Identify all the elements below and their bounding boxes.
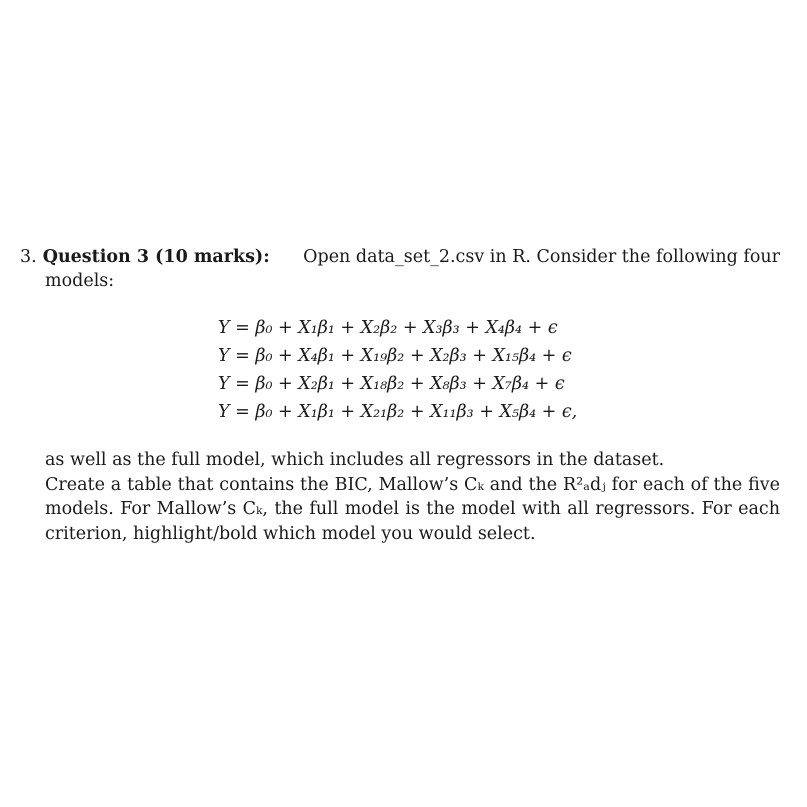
equation-model-4: Y = β₀ + X₁β₁ + X₂₁β₂ + X₁₁β₃ + X₅β₄ + ϵ, — [218, 402, 578, 422]
instructions-line-2: Create a table that contains the BIC, Mallow’s Cₖ and the R²ₐdⱼ for each of the five — [45, 474, 780, 495]
question-heading: Question 3 (10 marks): — [42, 247, 270, 267]
instructions-paragraph — [45, 448, 780, 546]
equation-model-2: Y = β₀ + X₄β₁ + X₁₉β₂ + X₂β₃ + X₁₅β₄ + ϵ — [218, 346, 572, 366]
question-intro: Open data_set_2.csv in R. Consider the following four — [303, 247, 780, 267]
question-number: 3. — [20, 247, 37, 267]
equation-model-1: Y = β₀ + X₁β₁ + X₂β₂ + X₃β₃ + X₄β₄ + ϵ — [218, 318, 558, 338]
question-intro-continuation: models: — [45, 271, 115, 291]
instructions-line-1: as well as the full model, which includes all regressors in the dataset. — [45, 450, 665, 470]
equation-model-3: Y = β₀ + X₂β₁ + X₁₈β₂ + X₈β₃ + X₇β₄ + ϵ — [218, 374, 565, 394]
instructions-line-3: models. For Mallow’s Cₖ, the full model is the model with all regressors. For each — [45, 499, 780, 519]
instructions-line-4: criterion, highlight/bold which model you would select. — [45, 523, 536, 544]
question-block — [20, 245, 780, 293]
question-first-line — [20, 245, 780, 269]
question-lead — [20, 245, 270, 269]
model-equations — [218, 314, 638, 426]
